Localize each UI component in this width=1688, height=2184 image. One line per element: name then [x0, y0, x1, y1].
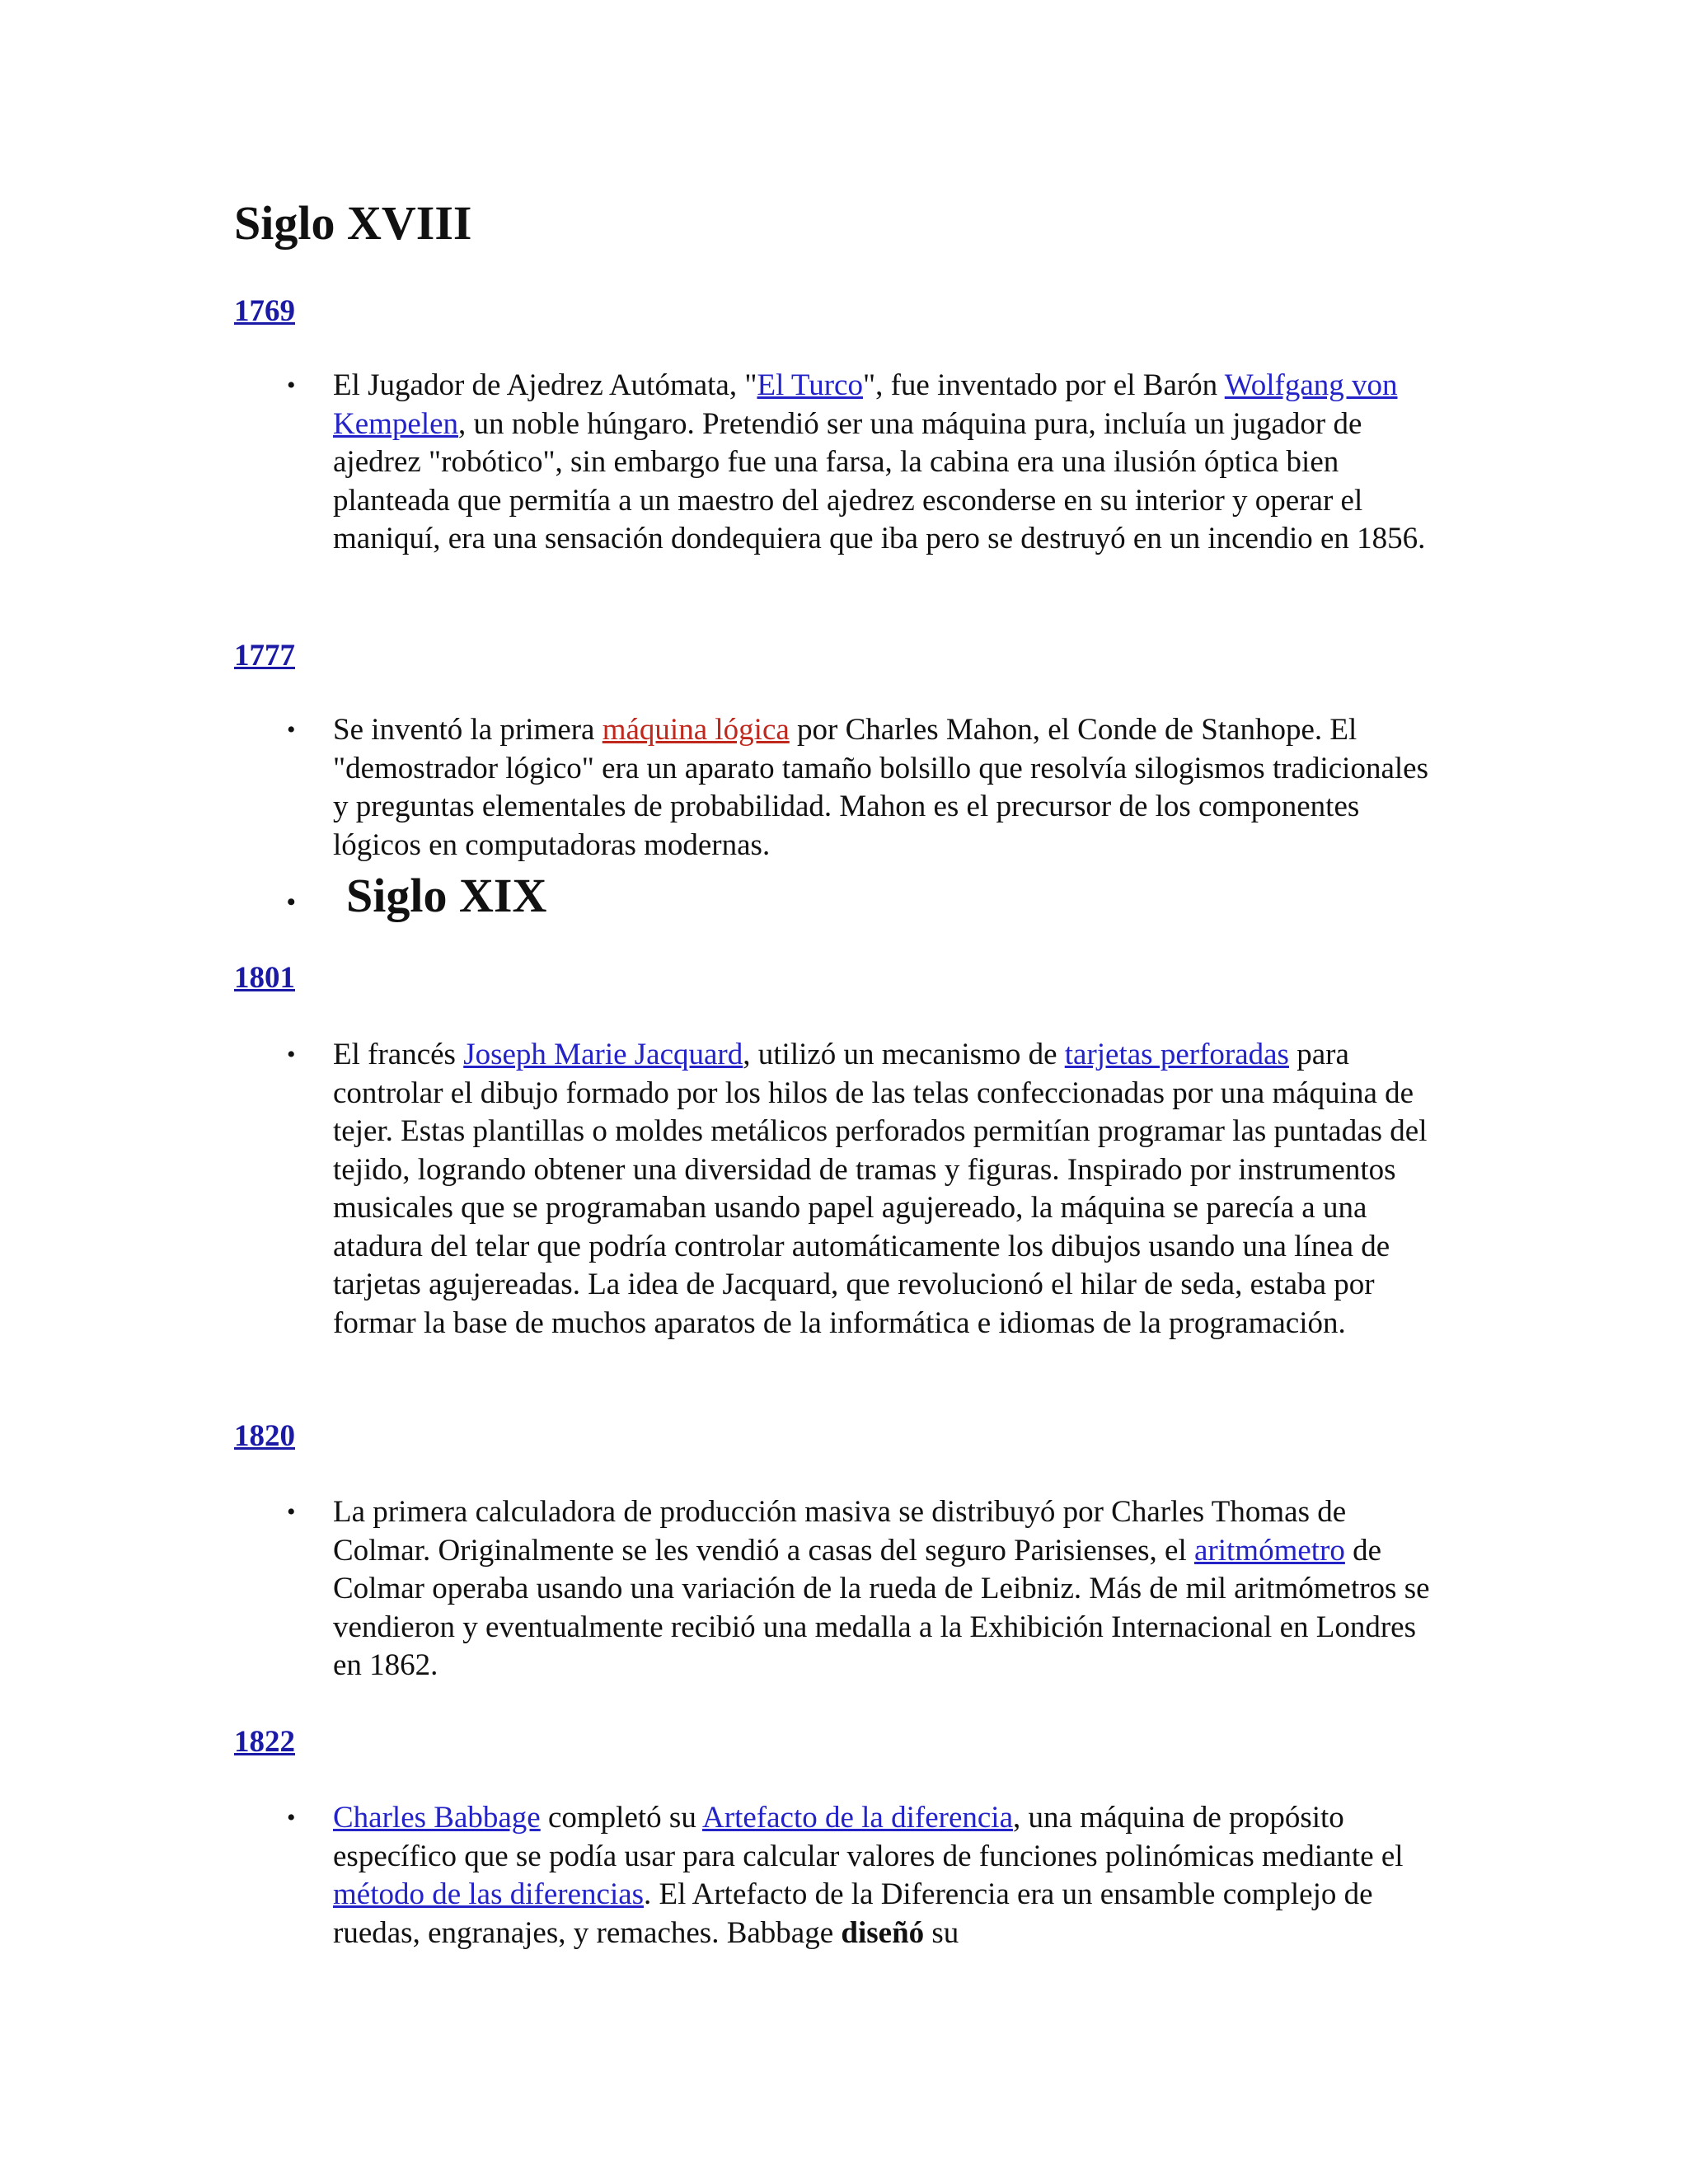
link-metodo-de-las-diferencias[interactable]: método de las diferencias: [333, 1877, 645, 1911]
entry-text: El francés: [333, 1038, 464, 1071]
bullet-icon: •: [287, 888, 296, 916]
entry-text: El Jugador de Ajedrez Autómata, ": [333, 368, 757, 402]
entry-text: ", fue inventado por el Barón: [862, 368, 1225, 402]
entry-1820: [287, 1493, 1447, 1685]
entry-text: por Charles Mahon, el Conde de Stanhope. El "demostrador lógico" era un aparato tamaño bolsillo que resolvía silogismos tradicionales y preguntas elementales de probabilidad. Mahon es el precursor de los componentes lógicos en computadoras modernas.: [333, 713, 1428, 862]
entry-text: de Colmar operaba usando una variación de la rueda de Leibniz. Más de mil aritmómetros se vendieron y eventualmente recibió una medalla a la Exhibición Internacional en Londres en 1862.: [333, 1533, 1430, 1682]
year-link-1820[interactable]: 1820: [234, 1419, 295, 1453]
entry-text: , utilizó un mecanismo de: [743, 1038, 1065, 1071]
entry-text: su: [924, 1915, 959, 1950]
link-joseph-marie-jacquard[interactable]: Joseph Marie Jacquard: [463, 1038, 743, 1071]
link-tarjetas-perforadas[interactable]: tarjetas perforadas: [1064, 1038, 1289, 1071]
entry-1822: [287, 1799, 1447, 1952]
year-link-1769[interactable]: 1769: [234, 294, 295, 328]
heading-siglo-xviii: Siglo XVIII: [234, 196, 472, 250]
link-artefacto-de-la-diferencia[interactable]: Artefacto de la diferencia: [702, 1801, 1013, 1835]
heading-text: Siglo XIX: [346, 869, 547, 922]
bullet-icon: •: [287, 1804, 296, 1831]
link-wolfgang-von-kempelen[interactable]: Wolfgang von Kempelen: [333, 368, 1398, 441]
entry-text: , un noble húngaro. Pretendió ser una máquina pura, incluía un jugador de ajedrez "robótico", sin embargo fue una farsa, la cabina era una ilusión óptica bien planteada que permitía a un maestro del ajedrez esconderse en su interior y operar el maniquí, era una sensación dondequiera que iba pero se destruyó en un incendio en 1856.: [333, 406, 1426, 555]
entry-text: Se inventó la primera: [333, 713, 603, 747]
bullet-icon: •: [287, 372, 296, 399]
entry-1777: [287, 711, 1447, 865]
link-aritmometro[interactable]: aritmómetro: [1193, 1533, 1345, 1568]
bullet-icon: •: [287, 1498, 296, 1526]
entry-text: . El Artefacto de la Diferencia era un ensamble complejo de ruedas, engranajes, y remaches. Babbage: [333, 1877, 1373, 1950]
bold-text: diseñó: [841, 1915, 925, 1950]
link-el-turco[interactable]: El Turco: [757, 368, 863, 402]
bullet-icon: •: [287, 1041, 296, 1068]
entry-text: completó su: [540, 1801, 703, 1835]
entry-text: para controlar el dibujo formado por los hilos de las telas confeccionadas por una máquina de tejer. Estas plantillas o moldes metálicos perforados permitían programar las puntadas del tejido, logrando obtener una diversidad de tramas y figuras. Inspirado por instrumentos musicales que se programaban usando papel agujereado, la máquina se parecía a una atadura del telar que podría controlar automáticamente los dibujos usando una línea de tarjetas agujereadas. La idea de Jacquard, que revolucionó el hilar de seda, estaba por formar la base de muchos aparatos de la informática e idiomas de la programación.: [333, 1038, 1428, 1340]
entry-1801: [287, 1036, 1447, 1343]
entry-1769: [287, 367, 1447, 559]
year-link-1777[interactable]: 1777: [234, 639, 295, 673]
entry-text: La primera calculadora de producción masiva se distribuyó por Charles Thomas de Colmar. Originalmente se les vendió a casas del seguro Parisienses, el: [333, 1495, 1347, 1568]
heading-siglo-xix: [287, 869, 547, 922]
year-link-1801[interactable]: 1801: [234, 961, 295, 995]
link-maquina-logica[interactable]: máquina lógica: [602, 713, 790, 747]
entry-text: , una máquina de propósito específico que se podía usar para calcular valores de funciones polinómicas mediante el: [333, 1801, 1404, 1873]
year-link-1822[interactable]: 1822: [234, 1725, 295, 1759]
bullet-icon: •: [287, 716, 296, 743]
link-charles-babbage[interactable]: Charles Babbage: [333, 1801, 541, 1835]
